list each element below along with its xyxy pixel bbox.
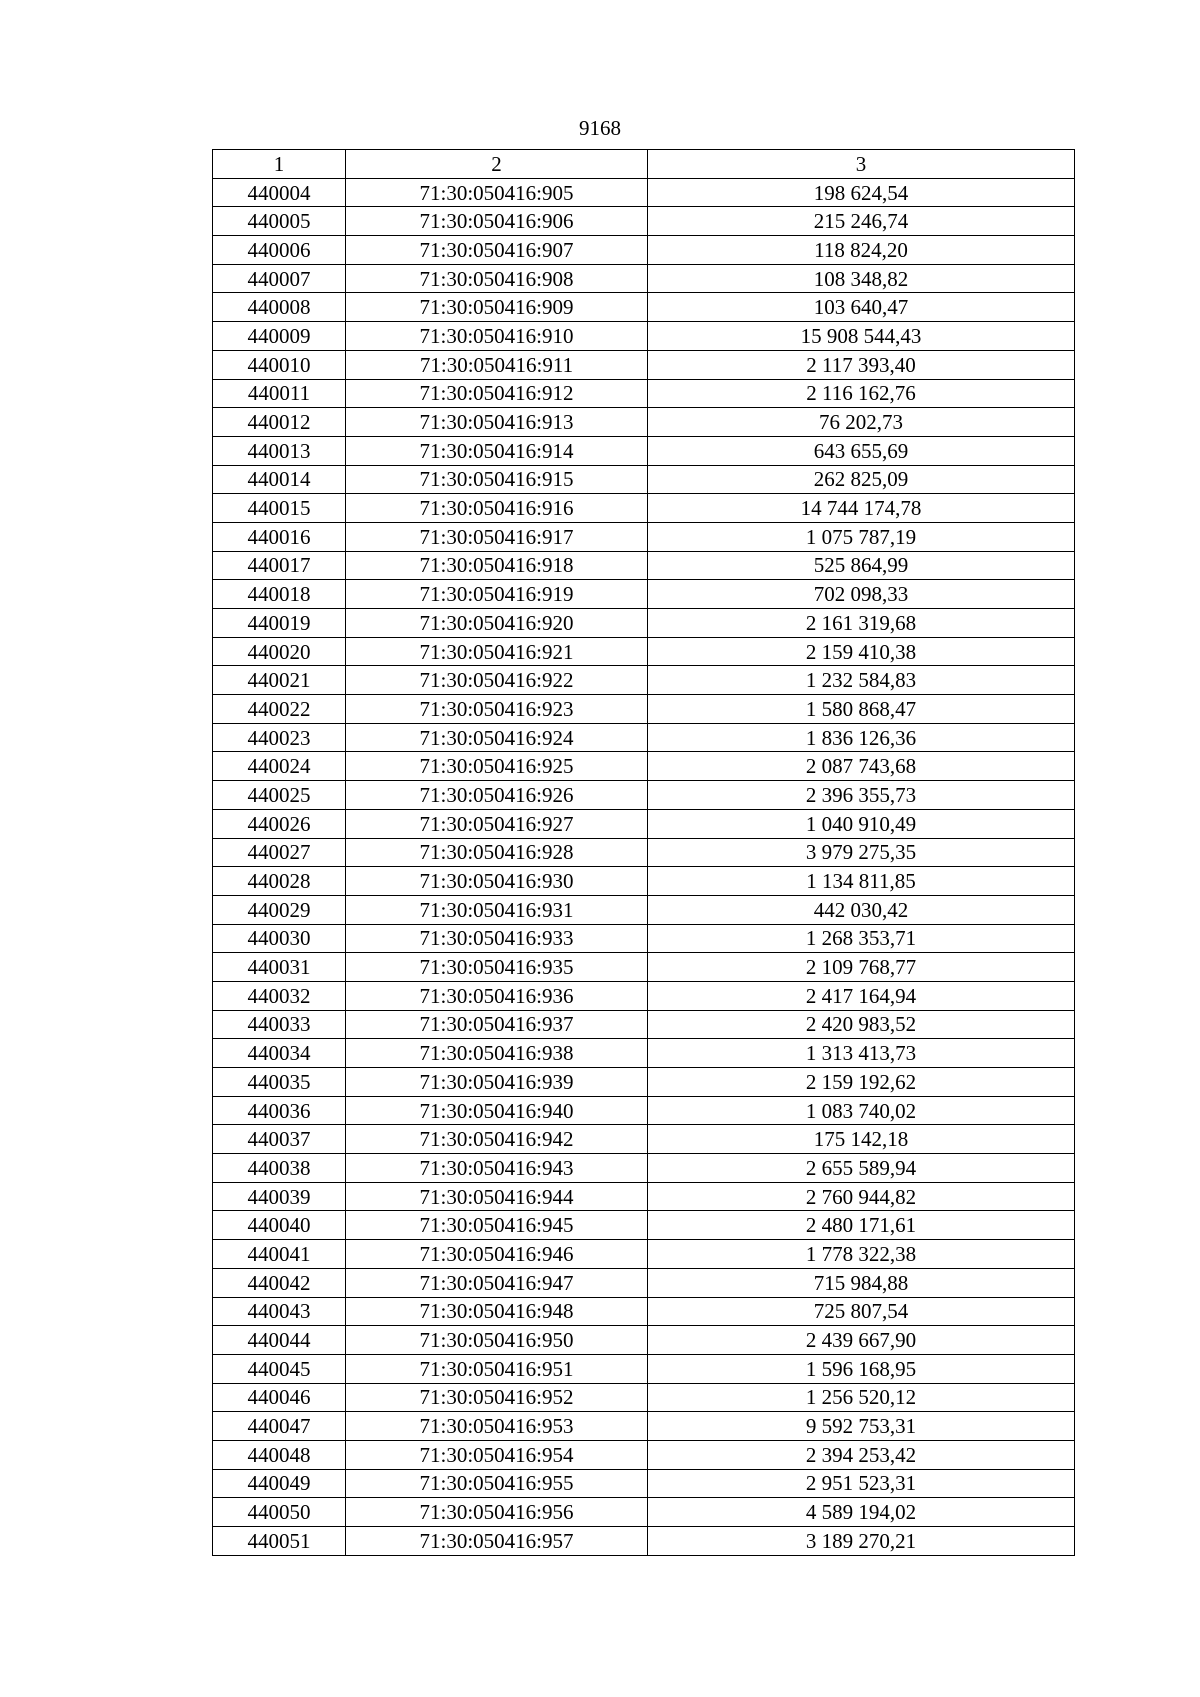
cadastral-number-cell: 71:30:050416:957 [346, 1527, 648, 1556]
table-row [213, 436, 1075, 465]
row-number-cell: 440035 [213, 1068, 346, 1097]
cadastral-number-cell: 71:30:050416:943 [346, 1154, 648, 1183]
row-number-cell: 440007 [213, 264, 346, 293]
row-number-cell: 440051 [213, 1527, 346, 1556]
value-cell: 2 655 589,94 [648, 1154, 1075, 1183]
cadastral-number-cell: 71:30:050416:906 [346, 207, 648, 236]
table-row [213, 264, 1075, 293]
row-number-cell: 440012 [213, 408, 346, 437]
row-number-cell: 440014 [213, 465, 346, 494]
row-number-cell: 440040 [213, 1211, 346, 1240]
cadastral-number-cell: 71:30:050416:915 [346, 465, 648, 494]
row-number-cell: 440033 [213, 1010, 346, 1039]
value-cell: 1 075 787,19 [648, 522, 1075, 551]
table-row [213, 609, 1075, 638]
row-number-cell: 440015 [213, 494, 346, 523]
cadastral-number-cell: 71:30:050416:914 [346, 436, 648, 465]
row-number-cell: 440049 [213, 1469, 346, 1498]
cadastral-number-cell: 71:30:050416:925 [346, 752, 648, 781]
row-number-cell: 440024 [213, 752, 346, 781]
value-cell: 3 979 275,35 [648, 838, 1075, 867]
value-cell: 1 778 322,38 [648, 1240, 1075, 1269]
table-row [213, 867, 1075, 896]
row-number-cell: 440027 [213, 838, 346, 867]
value-cell: 2 394 253,42 [648, 1440, 1075, 1469]
cadastral-number-cell: 71:30:050416:924 [346, 723, 648, 752]
value-cell: 215 246,74 [648, 207, 1075, 236]
table-row [213, 465, 1075, 494]
table-row [213, 838, 1075, 867]
table-row [213, 1469, 1075, 1498]
cadastral-number-cell: 71:30:050416:916 [346, 494, 648, 523]
table-row [213, 350, 1075, 379]
row-number-cell: 440019 [213, 609, 346, 638]
row-number-cell: 440020 [213, 637, 346, 666]
table-row [213, 1297, 1075, 1326]
value-cell: 4 589 194,02 [648, 1498, 1075, 1527]
value-cell: 715 984,88 [648, 1268, 1075, 1297]
value-cell: 2 159 410,38 [648, 637, 1075, 666]
row-number-cell: 440022 [213, 695, 346, 724]
value-cell: 643 655,69 [648, 436, 1075, 465]
cadastral-number-cell: 71:30:050416:933 [346, 924, 648, 953]
cadastral-number-cell: 71:30:050416:917 [346, 522, 648, 551]
value-cell: 118 824,20 [648, 236, 1075, 265]
value-cell: 1 083 740,02 [648, 1096, 1075, 1125]
data-table [212, 149, 1075, 1556]
cadastral-number-cell: 71:30:050416:928 [346, 838, 648, 867]
value-cell: 2 439 667,90 [648, 1326, 1075, 1355]
value-cell: 1 134 811,85 [648, 867, 1075, 896]
table-row [213, 1354, 1075, 1383]
column-header-3: 3 [648, 150, 1075, 179]
table-row [213, 551, 1075, 580]
table-row [213, 1383, 1075, 1412]
row-number-cell: 440028 [213, 867, 346, 896]
row-number-cell: 440021 [213, 666, 346, 695]
cadastral-number-cell: 71:30:050416:940 [346, 1096, 648, 1125]
cadastral-number-cell: 71:30:050416:950 [346, 1326, 648, 1355]
row-number-cell: 440016 [213, 522, 346, 551]
cadastral-number-cell: 71:30:050416:907 [346, 236, 648, 265]
cadastral-number-cell: 71:30:050416:930 [346, 867, 648, 896]
table-row [213, 293, 1075, 322]
table-row [213, 1240, 1075, 1269]
row-number-cell: 440047 [213, 1412, 346, 1441]
value-cell: 2 480 171,61 [648, 1211, 1075, 1240]
value-cell: 2 117 393,40 [648, 350, 1075, 379]
cadastral-number-cell: 71:30:050416:954 [346, 1440, 648, 1469]
cadastral-number-cell: 71:30:050416:927 [346, 809, 648, 838]
value-cell: 103 640,47 [648, 293, 1075, 322]
value-cell: 2 760 944,82 [648, 1182, 1075, 1211]
table-row [213, 809, 1075, 838]
row-number-cell: 440008 [213, 293, 346, 322]
table-row [213, 924, 1075, 953]
cadastral-number-cell: 71:30:050416:951 [346, 1354, 648, 1383]
table-row [213, 580, 1075, 609]
table-row [213, 895, 1075, 924]
table-row [213, 379, 1075, 408]
table-row [213, 695, 1075, 724]
table-row [213, 1498, 1075, 1527]
value-cell: 725 807,54 [648, 1297, 1075, 1326]
row-number-cell: 440011 [213, 379, 346, 408]
row-number-cell: 440048 [213, 1440, 346, 1469]
value-cell: 1 596 168,95 [648, 1354, 1075, 1383]
value-cell: 2 951 523,31 [648, 1469, 1075, 1498]
row-number-cell: 440038 [213, 1154, 346, 1183]
value-cell: 198 624,54 [648, 178, 1075, 207]
cadastral-number-cell: 71:30:050416:920 [346, 609, 648, 638]
value-cell: 2 087 743,68 [648, 752, 1075, 781]
cadastral-number-cell: 71:30:050416:912 [346, 379, 648, 408]
row-number-cell: 440050 [213, 1498, 346, 1527]
row-number-cell: 440031 [213, 953, 346, 982]
cadastral-number-cell: 71:30:050416:942 [346, 1125, 648, 1154]
table-row [213, 408, 1075, 437]
table-row [213, 981, 1075, 1010]
table-row [213, 1068, 1075, 1097]
cadastral-number-cell: 71:30:050416:919 [346, 580, 648, 609]
row-number-cell: 440042 [213, 1268, 346, 1297]
row-number-cell: 440023 [213, 723, 346, 752]
cadastral-number-cell: 71:30:050416:923 [346, 695, 648, 724]
cadastral-number-cell: 71:30:050416:926 [346, 781, 648, 810]
value-cell: 2 109 768,77 [648, 953, 1075, 982]
row-number-cell: 440046 [213, 1383, 346, 1412]
value-cell: 2 396 355,73 [648, 781, 1075, 810]
cadastral-number-cell: 71:30:050416:911 [346, 350, 648, 379]
row-number-cell: 440018 [213, 580, 346, 609]
value-cell: 3 189 270,21 [648, 1527, 1075, 1556]
value-cell: 2 159 192,62 [648, 1068, 1075, 1097]
table-row [213, 1412, 1075, 1441]
row-number-cell: 440025 [213, 781, 346, 810]
row-number-cell: 440009 [213, 322, 346, 351]
table-row [213, 1440, 1075, 1469]
row-number-cell: 440026 [213, 809, 346, 838]
row-number-cell: 440013 [213, 436, 346, 465]
cadastral-number-cell: 71:30:050416:939 [346, 1068, 648, 1097]
table-row [213, 637, 1075, 666]
table-row [213, 494, 1075, 523]
cadastral-number-cell: 71:30:050416:953 [346, 1412, 648, 1441]
value-cell: 1 256 520,12 [648, 1383, 1075, 1412]
row-number-cell: 440034 [213, 1039, 346, 1068]
cadastral-number-cell: 71:30:050416:938 [346, 1039, 648, 1068]
cadastral-number-cell: 71:30:050416:945 [346, 1211, 648, 1240]
table-row [213, 752, 1075, 781]
value-cell: 702 098,33 [648, 580, 1075, 609]
table-row [213, 178, 1075, 207]
value-cell: 76 202,73 [648, 408, 1075, 437]
table-row [213, 322, 1075, 351]
table-row [213, 666, 1075, 695]
cadastral-number-cell: 71:30:050416:937 [346, 1010, 648, 1039]
table-row [213, 1096, 1075, 1125]
row-number-cell: 440039 [213, 1182, 346, 1211]
cadastral-number-cell: 71:30:050416:921 [346, 637, 648, 666]
value-cell: 2 116 162,76 [648, 379, 1075, 408]
row-number-cell: 440005 [213, 207, 346, 236]
column-header-1: 1 [213, 150, 346, 179]
row-number-cell: 440017 [213, 551, 346, 580]
table-row [213, 522, 1075, 551]
table-header-row [213, 150, 1075, 179]
value-cell: 262 825,09 [648, 465, 1075, 494]
value-cell: 9 592 753,31 [648, 1412, 1075, 1441]
value-cell: 525 864,99 [648, 551, 1075, 580]
value-cell: 2 420 983,52 [648, 1010, 1075, 1039]
value-cell: 1 580 868,47 [648, 695, 1075, 724]
table-row [213, 1211, 1075, 1240]
row-number-cell: 440037 [213, 1125, 346, 1154]
table-row [213, 1182, 1075, 1211]
cadastral-number-cell: 71:30:050416:913 [346, 408, 648, 437]
value-cell: 1 040 910,49 [648, 809, 1075, 838]
cadastral-number-cell: 71:30:050416:931 [346, 895, 648, 924]
value-cell: 14 744 174,78 [648, 494, 1075, 523]
table-row [213, 781, 1075, 810]
cadastral-number-cell: 71:30:050416:936 [346, 981, 648, 1010]
cadastral-number-cell: 71:30:050416:956 [346, 1498, 648, 1527]
row-number-cell: 440032 [213, 981, 346, 1010]
cadastral-number-cell: 71:30:050416:908 [346, 264, 648, 293]
cadastral-number-cell: 71:30:050416:918 [346, 551, 648, 580]
cadastral-number-cell: 71:30:050416:946 [346, 1240, 648, 1269]
value-cell: 2 417 164,94 [648, 981, 1075, 1010]
table-row [213, 236, 1075, 265]
row-number-cell: 440004 [213, 178, 346, 207]
table-row [213, 1268, 1075, 1297]
value-cell: 1 268 353,71 [648, 924, 1075, 953]
cadastral-number-cell: 71:30:050416:948 [346, 1297, 648, 1326]
row-number-cell: 440036 [213, 1096, 346, 1125]
value-cell: 1 232 584,83 [648, 666, 1075, 695]
row-number-cell: 440044 [213, 1326, 346, 1355]
value-cell: 15 908 544,43 [648, 322, 1075, 351]
cadastral-number-cell: 71:30:050416:905 [346, 178, 648, 207]
cadastral-number-cell: 71:30:050416:947 [346, 1268, 648, 1297]
table-row [213, 1039, 1075, 1068]
table-row [213, 1010, 1075, 1039]
row-number-cell: 440043 [213, 1297, 346, 1326]
table-row [213, 953, 1075, 982]
cadastral-number-cell: 71:30:050416:944 [346, 1182, 648, 1211]
value-cell: 108 348,82 [648, 264, 1075, 293]
table-row [213, 1326, 1075, 1355]
cadastral-number-cell: 71:30:050416:909 [346, 293, 648, 322]
row-number-cell: 440045 [213, 1354, 346, 1383]
page-number: 9168 [579, 116, 621, 140]
value-cell: 2 161 319,68 [648, 609, 1075, 638]
table-row [213, 723, 1075, 752]
row-number-cell: 440030 [213, 924, 346, 953]
cadastral-number-cell: 71:30:050416:955 [346, 1469, 648, 1498]
value-cell: 1 836 126,36 [648, 723, 1075, 752]
row-number-cell: 440006 [213, 236, 346, 265]
row-number-cell: 440010 [213, 350, 346, 379]
table-row [213, 207, 1075, 236]
table-body [213, 178, 1075, 1555]
row-number-cell: 440041 [213, 1240, 346, 1269]
column-header-2: 2 [346, 150, 648, 179]
value-cell: 175 142,18 [648, 1125, 1075, 1154]
table-row [213, 1154, 1075, 1183]
row-number-cell: 440029 [213, 895, 346, 924]
cadastral-number-cell: 71:30:050416:910 [346, 322, 648, 351]
value-cell: 1 313 413,73 [648, 1039, 1075, 1068]
cadastral-number-cell: 71:30:050416:935 [346, 953, 648, 982]
table-row [213, 1125, 1075, 1154]
cadastral-number-cell: 71:30:050416:952 [346, 1383, 648, 1412]
cadastral-number-cell: 71:30:050416:922 [346, 666, 648, 695]
table-row [213, 1527, 1075, 1556]
value-cell: 442 030,42 [648, 895, 1075, 924]
